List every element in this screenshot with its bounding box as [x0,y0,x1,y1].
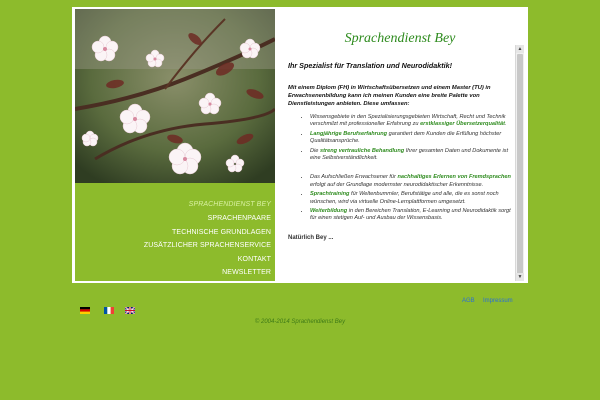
nav-item-kontakt[interactable]: KONTAKT [237,256,271,263]
german-flag-icon[interactable] [80,301,90,308]
copyright-text: © 2004-2014 Sprachendienst Bey [254,319,346,325]
blossom-image [75,9,275,183]
main-navigation [75,183,275,281]
list-item: • Wissensgebiete in den Spezialisierungsgebieten Wirtschaft, Recht und Technik verschmilzt mit professioneller Erfahrung zu erstklassiger Übersetzerqualität. [310,114,514,129]
nav-item-sprachenpaare[interactable]: SPRACHENPAARE [207,215,271,222]
list-item: • Sprachtraining für Weltenbummler, Berufstätige und alle, die es sonst noch wünschen, wird via virtuelle Online-Lernplattformen umgesetzt. [310,191,514,206]
nav-item-newsletter[interactable]: NEWSLETTER [222,269,271,276]
content-intro: Mit einem Diplom (FH) in Wirtschaftsübersetzen und einem Master (TU) in Erwachsenenbildung kann ich meinen Kunden eine breite Palette von Dienstleistungen anbieten. Diese umfassen: [288,85,491,107]
agb-link[interactable]: AGB [462,298,475,304]
list-item: • Weiterbildung in den Bereichen Translation, E-Learning und Neurodidaktik sorgt für einen stetigen Auf- und Ausbau der Wissensbasis. [310,208,514,223]
content-heading: Ihr Spezialist für Translation und Neurodidaktik! [288,61,453,70]
content-scrollbar[interactable] [515,45,524,281]
site-title: Sprachendienst Bey [344,31,456,46]
content-scroll-area[interactable] [288,61,514,279]
list-item: • Langjährige Berufserfahrung garantiert dem Kunden die Erfüllung höchster Qualitätsansprüche. [310,131,514,146]
nav-item-sprachendienst-bey[interactable]: SPRACHENDIENST BEY [188,201,271,208]
list-item: • Das Aufschließen Erwachsener für nachhaltiges Erlernen von Fremdsprachen erfolgt auf der Grundlage modernster neurodidaktischer Erkenntnisse. [310,174,514,189]
uk-flag-icon[interactable] [125,301,135,308]
content-continuation: Natürlich Bey ... [288,234,334,241]
nav-item-technische-grundlagen[interactable]: TECHNISCHE GRUNDLAGEN [172,229,271,236]
main-content [280,9,525,281]
scrollbar-thumb[interactable] [517,54,523,274]
header-photo [75,9,275,183]
list-item: • Die streng vertrauliche Behandlung Ihrer gesamten Daten und Dokumente ist eine Selbstverständlichkeit. [310,148,514,163]
nav-item-zusaetzlicher-sprachenservice[interactable]: ZUSÄTZLICHER SPRACHENSERVICE [143,242,271,249]
scroll-down-icon[interactable]: ▼ [517,274,523,280]
services-list-translation [288,114,514,162]
scroll-up-icon[interactable]: ▲ [517,46,523,52]
french-flag-icon[interactable] [104,301,114,308]
services-list-didactics [288,174,514,222]
impressum-link[interactable]: Impressum [483,298,513,304]
